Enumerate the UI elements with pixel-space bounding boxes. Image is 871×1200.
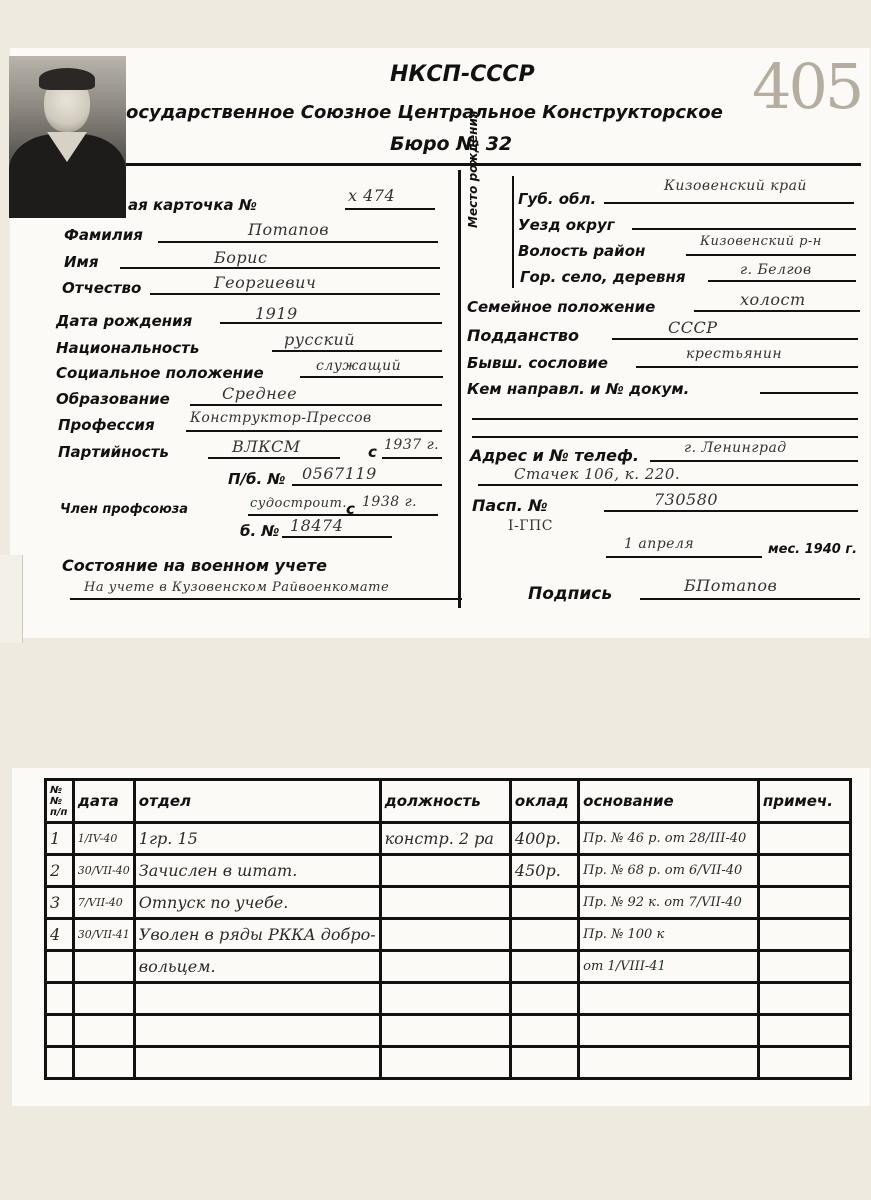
table-cell [380,983,510,1015]
field-line [604,510,858,512]
table-cell [758,951,850,983]
union-since-label: с [346,500,355,518]
field-line [150,293,440,295]
col-header-number: №№ п/п [46,780,74,823]
table-cell [380,887,510,919]
table-cell [510,1047,578,1079]
field-line [300,376,443,378]
table-cell [73,951,134,983]
field-label-social: Социальное положение [56,364,264,382]
table-cell: 30/VII-40 [73,855,134,887]
table-body [46,823,851,1079]
field-line [632,228,856,230]
table-cell [380,919,510,951]
field-line [272,350,442,352]
union-since-value: 1938 г. [362,494,418,510]
table-cell [134,1015,380,1047]
table-cell [758,919,850,951]
table-row [46,1015,851,1047]
table-cell: 3 [46,887,74,919]
field-value-surname: Потапов [248,220,330,239]
field-label-nationality: Национальность [56,339,200,357]
col-header-date: дата [73,780,134,823]
field-line [208,457,340,459]
table-cell [46,983,74,1015]
table-cell [758,887,850,919]
signature-label: Подпись [528,584,613,604]
union-label: Член профсоюза [60,502,189,517]
table-cell: 400р. [510,823,578,855]
party-card-value: 0567119 [302,464,377,483]
table-cell: Пр. № 68 р. от 6/VII-40 [579,855,759,887]
table-cell: 30/VII-41 [73,919,134,951]
table-header-row [46,780,851,823]
signature-value: БПотапов [684,576,778,595]
field-line [186,430,442,432]
field-value-social: служащий [316,358,402,374]
table-cell [758,823,850,855]
table-cell [73,983,134,1015]
address-line2: Стачек 106, к. 220. [514,465,681,483]
field-label-surname: Фамилия [64,226,143,244]
field-value-region: Кизовенский край [664,178,807,194]
header-rule [126,163,861,166]
field-label-party: Партийность [58,443,169,461]
table-cell: Отпуск по учебе. [134,887,380,919]
address-label: Адрес и № телеф. [470,446,639,465]
field-value-estate: крестьянин [686,346,783,362]
col-header-basis: основание [579,780,759,823]
table-cell: 2 [46,855,74,887]
field-line [382,457,442,459]
table-cell [510,1015,578,1047]
table-cell [46,951,74,983]
field-label-education: Образование [56,390,170,408]
service-record-table [44,778,852,1080]
birthplace-side-label: Место рождения [466,110,480,228]
table-cell [579,1047,759,1079]
field-line [640,598,860,600]
table-cell [579,983,759,1015]
table-cell: 4 [46,919,74,951]
field-label-birthdate: Дата рождения [56,312,193,330]
field-value-town: г. Белгов [740,262,812,278]
party-since-label: с [368,443,377,461]
table-cell [758,1047,850,1079]
table-row [46,919,851,951]
table-cell [73,1047,134,1079]
bureau-name: Бюро № 32 [390,133,513,155]
field-value-party: ВЛКСМ [232,437,301,456]
field-line [760,392,858,394]
table-row [46,887,851,919]
archive-stamp-number: 405 [752,50,862,123]
field-value-family: холост [740,290,806,309]
table-cell: констр. 2 ра [380,823,510,855]
table-row [46,1047,851,1079]
table-cell: 1/IV-40 [73,823,134,855]
party-since-value: 1937 г. [384,437,440,453]
passport-value: 730580 [654,490,719,509]
field-label-district: Волость район [518,242,646,260]
field-label-town: Гор. село, деревня [520,268,686,286]
org-full-name: осударственное Союзное Центральное Конструкторское [126,102,723,123]
table-cell: 7/VII-40 [73,887,134,919]
field-value-name: Борис [214,248,268,267]
union-value: судостроит. [250,496,347,511]
union-card-label: б. № [240,522,280,540]
field-line [158,241,438,243]
field-value-district: Кизовенский р-н [700,234,822,249]
military-value: На учете в Кузовенском Райвоенкомате [84,580,390,595]
field-line [694,310,860,312]
col-header-notes: примеч. [758,780,850,823]
field-line [292,484,442,486]
table-row [46,855,851,887]
field-line [604,202,854,204]
card-tab [0,555,23,643]
table-cell [510,983,578,1015]
table-cell: Пр. № 100 к [579,919,759,951]
field-value-nationality: русский [284,330,356,349]
field-value-patronymic: Георгиевич [214,273,317,292]
passport-label: Пасп. № [472,496,548,515]
birthplace-bracket [512,176,514,288]
table-cell: Зачислен в штат. [134,855,380,887]
field-line [478,484,858,486]
center-divider [458,170,461,608]
field-line [220,322,442,324]
employee-photo [9,56,126,218]
field-label-citizenship: Подданство [467,326,579,345]
field-line [472,436,858,438]
table-cell [46,1047,74,1079]
table-cell: Пр. № 92 к. от 7/VII-40 [579,887,759,919]
card-number-underline [345,208,435,210]
table-row [46,951,851,983]
table-cell [73,1015,134,1047]
field-label-name: Имя [64,253,99,271]
field-label-profession: Профессия [58,416,155,434]
field-line [708,280,856,282]
field-line [686,254,856,256]
field-value-birthdate: 1919 [255,304,298,323]
col-header-salary: оклад [510,780,578,823]
table-cell [510,919,578,951]
field-line [282,536,392,538]
table-cell [510,951,578,983]
table-cell [380,1015,510,1047]
date-day: 1 апреля [624,536,695,552]
field-line [190,404,442,406]
table-cell [380,951,510,983]
table-cell: Уволен в ряды РККА добро- [134,919,380,951]
field-value-education: Среднее [222,384,298,403]
field-line [636,366,858,368]
table-cell: 450р. [510,855,578,887]
field-line [612,338,858,340]
field-label-family: Семейное положение [467,298,656,316]
table-cell [758,1015,850,1047]
field-label-patronymic: Отчество [62,279,142,297]
table-cell: от 1/VIII-41 [579,951,759,983]
field-line [120,267,440,269]
col-header-position: должность [380,780,510,823]
address-line1: г. Ленинград [684,440,787,456]
party-card-label: П/б. № [228,470,286,488]
table-cell: 1гр. 15 [134,823,380,855]
card-number: x 474 [348,186,396,205]
field-label-uezd: Уезд округ [518,216,615,234]
card-title-label: ая карточка № [128,196,257,214]
table-cell [380,855,510,887]
field-label-referral: Кем направл. и № докум. [467,380,690,398]
org-title: НКСП-СССР [390,62,535,87]
field-label-region: Губ. обл. [518,190,597,208]
field-label-estate: Бывш. сословие [467,354,608,372]
field-line [650,460,858,462]
date-text: мес. 1940 г. [768,542,858,557]
col-header-department: отдел [134,780,380,823]
union-card-value: 18474 [290,516,344,535]
table-cell [46,1015,74,1047]
table-cell [134,1047,380,1079]
military-label: Состояние на военном учете [62,556,327,575]
table-cell [758,855,850,887]
passport-issuer: I-ГПС [508,518,553,534]
field-line [606,556,762,558]
field-line [70,598,462,600]
table-row [46,823,851,855]
table-cell [758,983,850,1015]
table-cell: вольцем. [134,951,380,983]
table-cell [380,1047,510,1079]
table-cell [510,887,578,919]
table-cell: 1 [46,823,74,855]
table-cell [579,1015,759,1047]
table-row [46,983,851,1015]
field-value-profession: Конструктор-Прессов [190,410,372,426]
table-cell: Пр. № 46 р. от 28/III-40 [579,823,759,855]
field-line [472,418,858,420]
field-value-citizenship: СССР [668,318,718,337]
table-cell [134,983,380,1015]
